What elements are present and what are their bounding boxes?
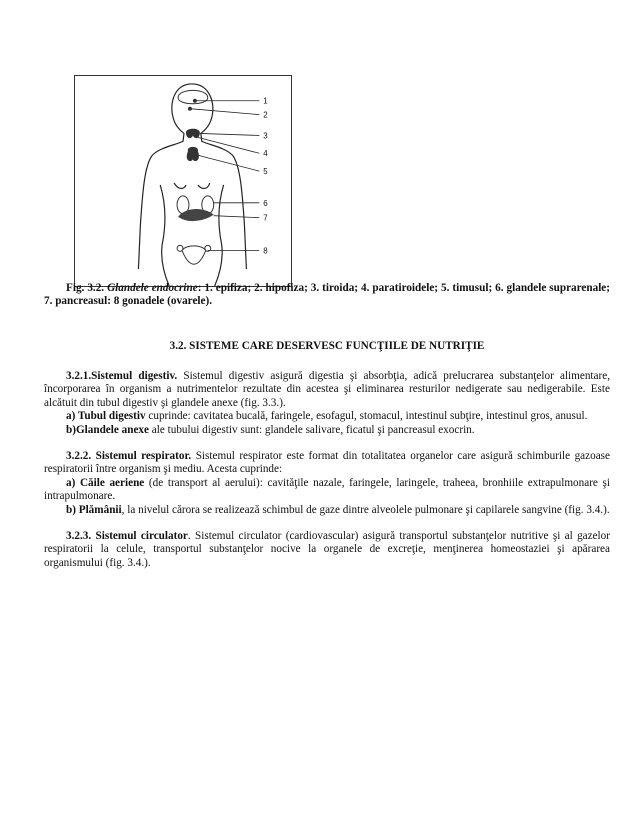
- digestiv-title: 3.2.1.Sistemul digestiv.: [66, 370, 178, 382]
- endocrine-glands-figure: [74, 75, 292, 287]
- circulator-title: 3.2.3. Sistemul circulator: [66, 530, 188, 543]
- digestiv-b-title: b)Glandele anexe: [66, 423, 149, 436]
- digestiv-text: Sistemul digestiv asigură digestia şi absorbţia, adică prelucrarea substanţelor alimentare, încorporarea în organism a nutrimentelor rezultate din acestea şi eliminarea resturilor nedigerate sau nedigerabile. Este alcătuit din tubul digestiv şi glandele anexe (fig. 3.3.).: [44, 370, 610, 409]
- respirator-a-text: (de transport al aerului): cavităţile nazale, faringele, laringele, traheea, bronhiile extrapulmonare şi intrapulmonare.: [44, 476, 611, 503]
- caption-items: : 1. epifiza; 2. hipofiza; 3. tiroida; 4. paratiroidele; 5. timusul; 6. glandele suprarenale; 7. pancreasul: 8 gonadele (ovarele).: [44, 282, 610, 308]
- circulator-text: . Sistemul circulator (cardiovascular) asigură transportul substanţelor nutritive şi al gazelor respiratorii la celule, transportul substanţelor nocive la organele de excreţie, menţinerea homeostaziei şi apărarea organismului (fig. 3.4.).: [44, 530, 610, 569]
- figure-caption: [44, 282, 610, 309]
- callout-1: 1: [263, 96, 268, 106]
- respirator-a-title: a) Căile aeriene: [66, 476, 145, 489]
- paragraph-digestiv: [44, 370, 610, 410]
- paragraph-circulator: [44, 530, 610, 570]
- digestiv-a-title: a) Tubul digestiv: [66, 410, 146, 423]
- callout-4: 4: [263, 149, 268, 159]
- respirator-b-title: b) Plămânii: [66, 503, 122, 516]
- body-outline-illustration: [75, 76, 291, 286]
- callout-8: 8: [263, 246, 268, 256]
- respirator-title: 3.2.2. Sistemul respirator.: [66, 450, 192, 463]
- respirator-text: Sistemul respirator este format din totalitatea organelor care asigură schimburile gazoase respiratorii între organism şi mediu. Acesta cuprinde:: [44, 450, 610, 476]
- caption-title: Glandele endocrine: [107, 282, 198, 294]
- paragraph-digestiv-b: [44, 424, 610, 437]
- callout-5: 5: [263, 167, 268, 177]
- body-text: [44, 370, 610, 570]
- digestiv-b-text: ale tubului digestiv sunt: glandele salivare, ficatul şi pancreasul exocrin.: [148, 423, 475, 436]
- callout-3: 3: [263, 131, 268, 141]
- paragraph-respirator-a: [44, 477, 610, 504]
- paragraph-respirator-b: [44, 504, 610, 517]
- callout-2: 2: [263, 110, 268, 120]
- section-heading: 3.2. SISTEME CARE DESERVESC FUNCŢIILE DE NUTRIŢIE: [169, 340, 485, 352]
- callout-7: 7: [263, 213, 268, 223]
- caption-fig-label: Fig. 3.2.: [66, 282, 105, 294]
- digestiv-a-text: cuprinde: cavitatea bucală, faringele, esofagul, stomacul, intestinul subţire, intestinul gros, anusul.: [145, 410, 588, 423]
- paragraph-digestiv-a: [44, 410, 610, 423]
- callout-6: 6: [263, 198, 268, 208]
- paragraph-respirator: [44, 450, 610, 477]
- respirator-b-text: , la nivelul cărora se realizează schimbul de gaze dintre alveolele pulmonare şi capilarele sangvine (fig. 3.4.).: [121, 503, 610, 516]
